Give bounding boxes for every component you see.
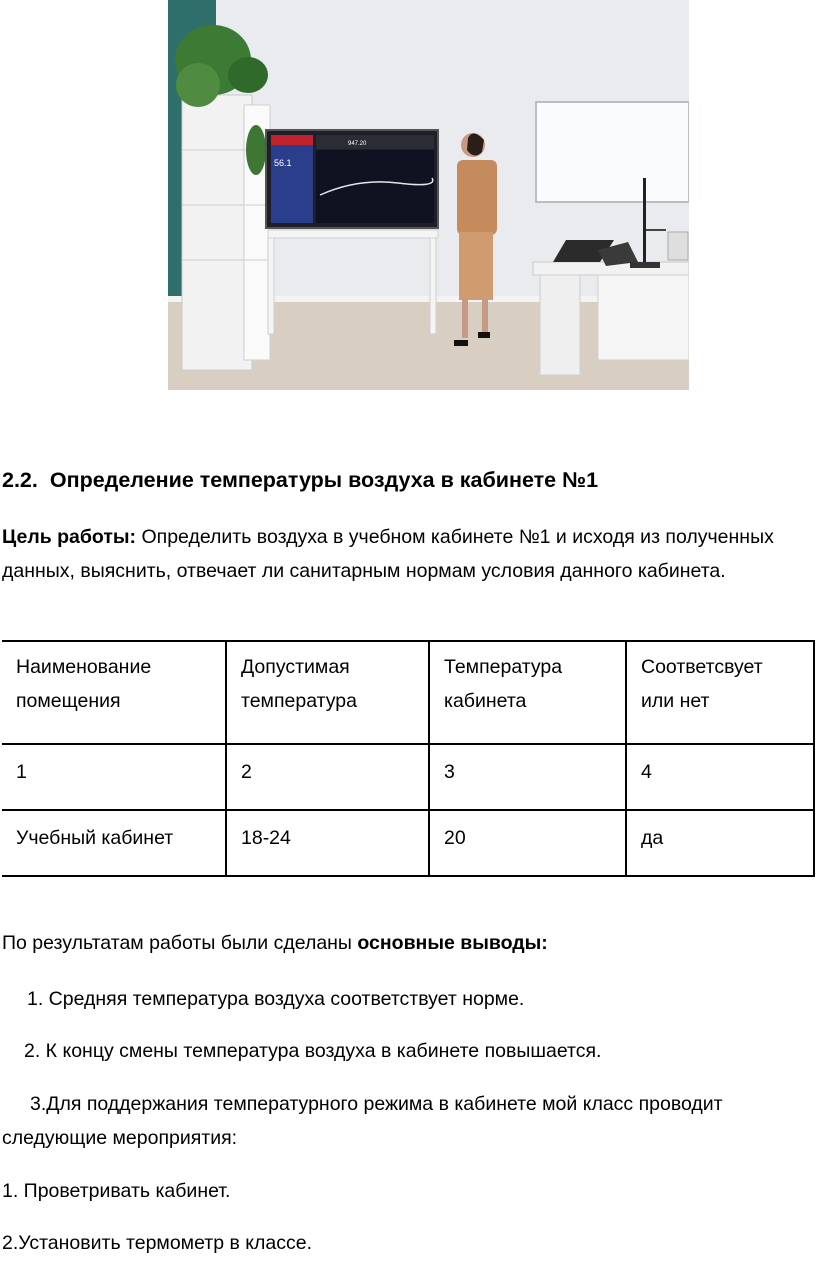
conclusion-item: 2. К концу смены температура воздуха в кабинете повышается.: [24, 1040, 602, 1062]
goal-text: Определить воздуха в учебном кабинете №1 и исходя из полученных данных, выяснить, отвечает ли санитарным нормам условия данного кабинета.: [2, 526, 774, 582]
classroom-photo: [168, 0, 689, 390]
table-header-row: [2, 641, 814, 744]
table-cell: 3: [429, 744, 626, 810]
conclusions-intro-bold: основные выводы:: [357, 932, 548, 954]
table-cell: 4: [626, 744, 814, 810]
tv-reading: 56.1: [274, 158, 292, 168]
conclusions-intro-text: По результатам работы были сделаны: [2, 932, 358, 954]
table-cell: 18-24: [226, 810, 429, 876]
tv-side-panel: [271, 135, 313, 223]
tv-header-value: 947.20: [348, 141, 367, 147]
table-row: [2, 744, 814, 810]
table-cell: 20: [429, 810, 626, 876]
table-cell: 2: [226, 744, 429, 810]
section-heading: [2, 468, 598, 493]
table-header-cell: Температура кабинета: [429, 641, 626, 744]
classroom-photo-drawing: [168, 0, 689, 390]
table-cell: Учебный кабинет: [2, 810, 226, 876]
table-header-cell: Наименование помещения: [2, 641, 226, 744]
table-cell: 1: [2, 744, 226, 810]
conclusion-item: 1. Средняя температура воздуха соответствует норме.: [27, 988, 525, 1010]
section-number: 2.2.: [2, 468, 38, 492]
table-cell: да: [626, 810, 814, 876]
conclusions-intro: [2, 932, 548, 955]
goal-paragraph: [2, 520, 802, 588]
measure-item: 2.Установить термометр в классе.: [2, 1232, 312, 1254]
table-header-cell: Соответсвует или нет: [626, 641, 814, 744]
measure-item: 1. Проветривать кабинет.: [2, 1180, 231, 1202]
goal-label: Цель работы:: [2, 526, 137, 548]
section-title: Определение температуры воздуха в кабинете №1: [49, 468, 599, 492]
results-table: [2, 640, 815, 877]
table-row: [2, 810, 814, 876]
table-header-cell: Допустимая температура: [226, 641, 429, 744]
conclusion-item: 3.Для поддержания температурного режима в кабинете мой класс проводит следующие мероприятия:: [2, 1093, 723, 1149]
